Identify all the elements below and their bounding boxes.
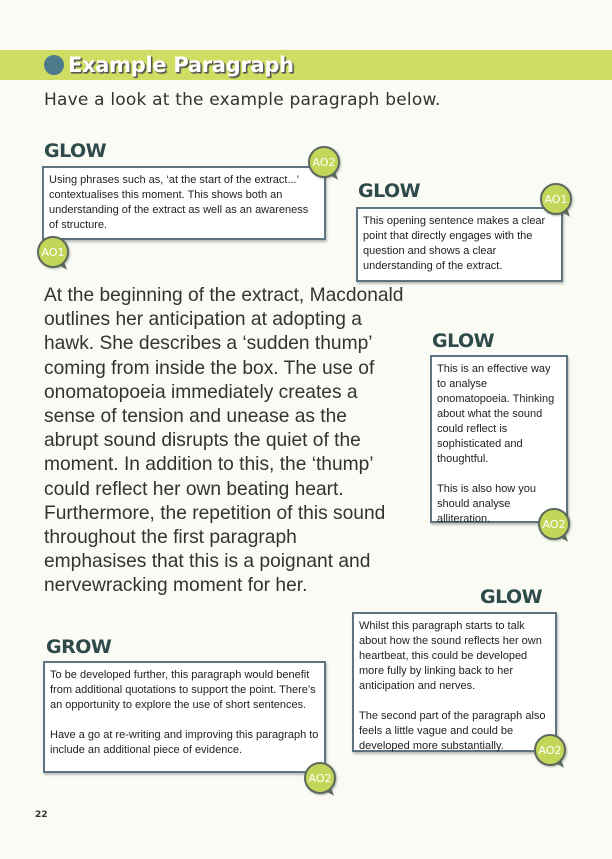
assessment-badge-ao2-icon: AO2 bbox=[538, 508, 570, 540]
comment-text: Using phrases such as, ‘at the start of the extract...’ contextualises this moment. This shows both an understanding of the extract as well as an awareness of structure. bbox=[49, 174, 309, 231]
assessment-badge-ao1-icon: AO1 bbox=[37, 236, 69, 268]
section-title: Example Paragraph bbox=[68, 53, 294, 77]
bullet-dot-icon bbox=[44, 55, 64, 75]
comment-text: Whilst this paragraph starts to talk about how the sound reflects her own heartbeat, this could be developed more fully by linking back to her anticipation and nerves. bbox=[359, 620, 542, 692]
comment-text: The second part of the paragraph also feels a little vague and could be developed more substantially. bbox=[359, 710, 546, 752]
assessment-badge-ao2-icon: AO2 bbox=[308, 146, 340, 178]
example-paragraph: At the beginning of the extract, Macdonald outlines her anticipation at adopting a hawk. She describes a ‘sudden thump’ coming from inside the box. The use of onomatopoeia immediately creates a sense of tension and unease as the abrupt sound disrupts the quiet of the moment. In addition to this, the ‘thump’ could reflect her own beating heart. Furthermore, the repetition of this sound throughout the first paragraph emphasises that this is a poignant and nervewracking moment for her. bbox=[44, 285, 404, 597]
comment-box bbox=[356, 207, 563, 282]
comment-label-glow: GLOW bbox=[480, 586, 543, 608]
comment-label-grow: GROW bbox=[46, 636, 112, 658]
comment-box bbox=[43, 661, 326, 773]
assessment-badge-ao1-icon: AO1 bbox=[540, 183, 572, 215]
comment-text: This is also how you should analyse alliteration. bbox=[437, 483, 537, 525]
comment-box bbox=[352, 612, 557, 752]
assessment-badge-ao2-icon: AO2 bbox=[534, 734, 566, 766]
comment-box bbox=[42, 166, 326, 240]
comment-label-glow: GLOW bbox=[44, 140, 107, 162]
comment-text: Have a go at re-writing and improving this paragraph to include an additional piece of evidence. bbox=[50, 729, 319, 756]
comment-text: This is an effective way to analyse onomatopoeia. Thinking about what the sound could reflect is sophisticated and thoughtful. bbox=[437, 363, 555, 465]
comment-text: To be developed further, this paragraph would benefit from additional quotations to support the point. There’s an opportunity to explore the use of short sentences. bbox=[50, 669, 316, 711]
comment-label-glow: GLOW bbox=[358, 180, 421, 202]
instruction-text: Have a look at the example paragraph below. bbox=[44, 90, 441, 110]
comment-text: This opening sentence makes a clear point that directly engages with the question and shows a clear understanding of the extract. bbox=[363, 215, 546, 272]
assessment-badge-ao2-icon: AO2 bbox=[304, 762, 336, 794]
comment-label-glow: GLOW bbox=[432, 330, 495, 352]
page-number: 22 bbox=[35, 810, 48, 820]
comment-box bbox=[430, 355, 568, 523]
